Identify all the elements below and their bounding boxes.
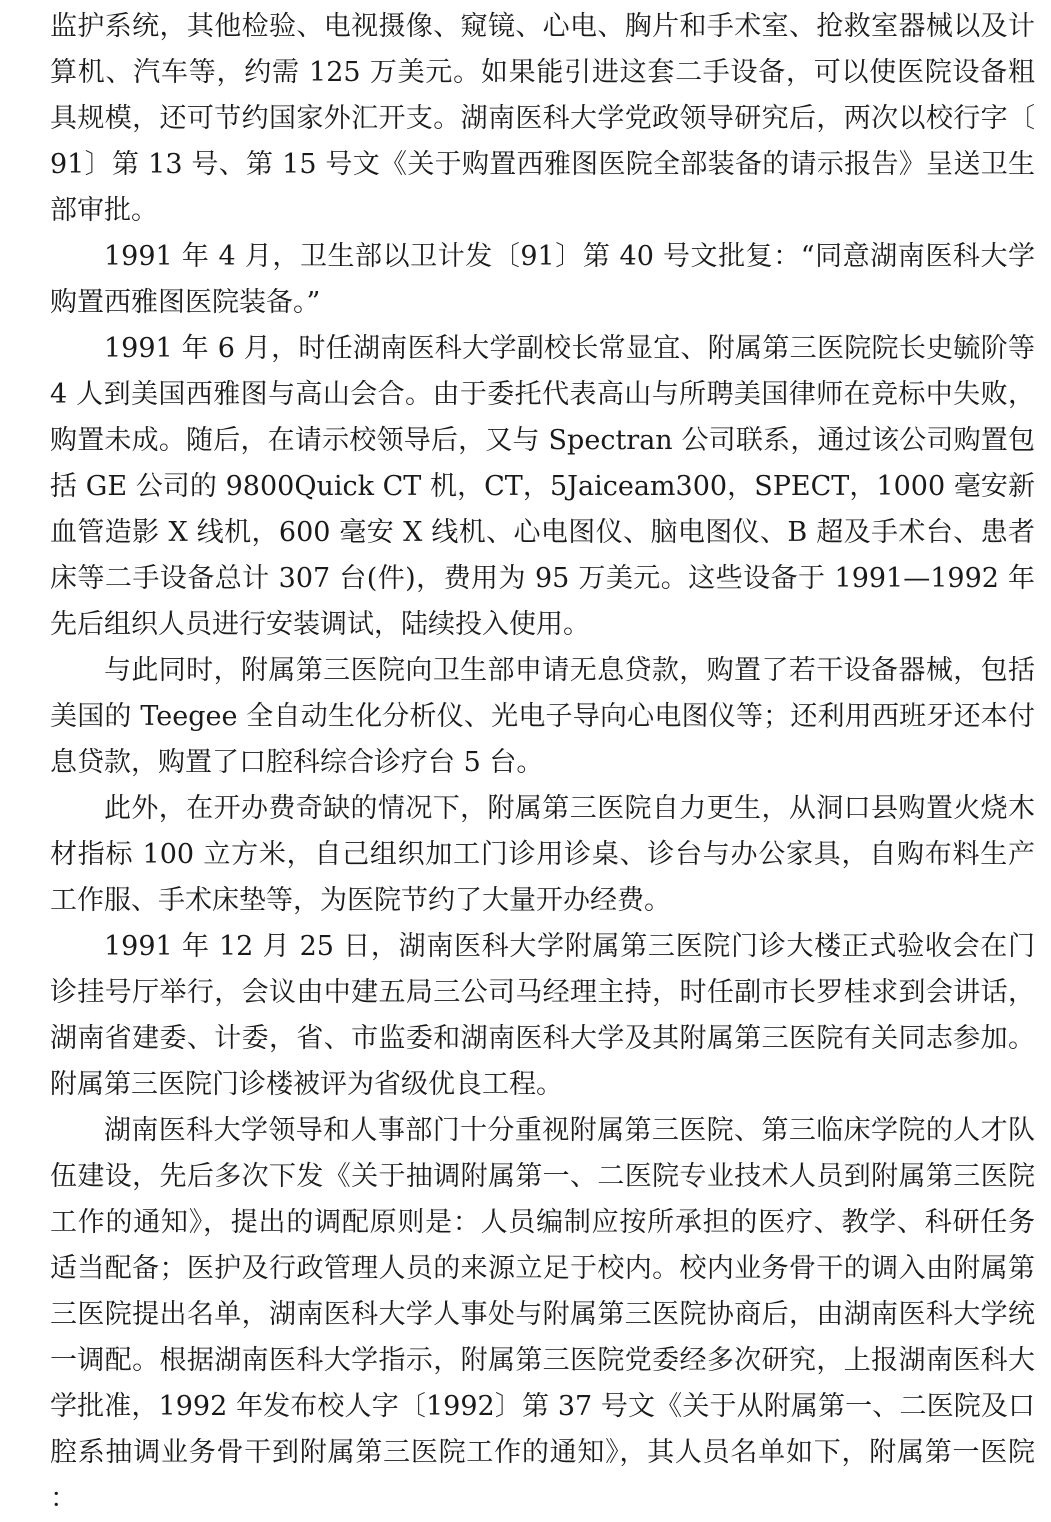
paragraph-3: 1991 年 6 月，时任湖南医科大学副校长常显宜、附属第三医院院长史毓阶等 4 人到美国西雅图与高山会合。由于委托代表高山与所聘美国律师在竞标中失败，购置未成。随后，在请示校领导后，又与 Spectran 公司联系，通过该公司购置包括 GE 公司的 9800Quick CT 机，CT，5Jaiceam300，SPECT，1000 毫安新血管造影 X 线机，600 毫安 X 线机、心电图仪、脑电图仪、B 超及手术台、患者床等二手设备总计 307 台(件)，费用为 95 万美元。这些设备于 1991—1992 年先后组织人员进行安装调试，陆续投入使用。 (50, 333, 1035, 640)
paragraph-6: 1991 年 12 月 25 日，湖南医科大学附属第三医院门诊大楼正式验收会在门诊挂号厅举行，会议由中建五局三公司马经理主持，时任副市长罗桂求到会讲话，湖南省建委、计委，省、市监委和湖南医科大学及其附属第三医院有关同志参加。附属第三医院门诊楼被评为省级优良工程。 (50, 931, 1035, 1100)
paragraph-1: 监护系统，其他检验、电视摄像、窥镜、心电、胸片和手术室、抢救室器械以及计算机、汽车等，约需 125 万美元。如果能引进这套二手设备，可以使医院设备粗具规模，还可节约国家外汇开支。湖南医科大学党政领导研究后，两次以校行字〔91〕第 13 号、第 15 号文《关于购置西雅图医院全部装备的请示报告》呈送卫生部审批。 (50, 11, 1035, 226)
paragraph-5: 此外，在开办费奇缺的情况下，附属第三医院自力更生，从洞口县购置火烧木材指标 100 立方米，自己组织加工门诊用诊桌、诊台与办公家具，自购布料生产工作服、手术床垫等，为医院节约了大量开办经费。 (50, 793, 1035, 916)
paragraph-7: 湖南医科大学领导和人事部门十分重视附属第三医院、第三临床学院的人才队伍建设，先后多次下发《关于抽调附属第一、二医院专业技术人员到附属第三医院工作的通知》，提出的调配原则是：人员编制应按所承担的医疗、教学、科研任务适当配备；医护及行政管理人员的来源立足于校内。校内业务骨干的调入由附属第三医院提出名单，湖南医科大学人事处与附属第三医院协商后，由湖南医科大学统一调配。根据湖南医科大学指示，附属第三医院党委经多次研究，上报湖南医科大学批准，1992 年发布校人字〔1992〕第 37 号文《关于从附属第一、二医院及口腔系抽调业务骨干到附属第三医院工作的通知》，其人员名单如下，附属第一医院： (50, 1115, 1035, 1514)
paragraph-4: 与此同时，附属第三医院向卫生部申请无息贷款，购置了若干设备器械，包括美国的 Teegee 全自动生化分析仪、光电子导向心电图仪等；还利用西班牙还本付息贷款，购置了口腔科综合诊疗台 5 台。 (50, 655, 1035, 778)
paragraph-2: 1991 年 4 月，卫生部以卫计发〔91〕第 40 号文批复：“同意湖南医科大学购置西雅图医院装备。” (50, 241, 1035, 318)
